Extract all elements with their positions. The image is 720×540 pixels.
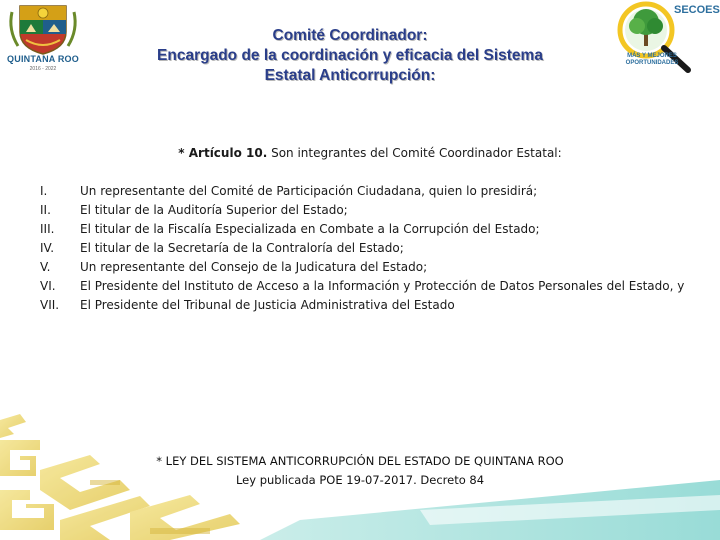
list-item-number: IV.	[40, 241, 55, 255]
list-item	[40, 220, 690, 239]
list-item	[40, 296, 690, 315]
list-item-text: El titular de la Fiscalía Especializada en Combate a la Corrupción del Estado;	[80, 222, 540, 236]
list-item	[40, 277, 690, 296]
law-title: * LEY DEL SISTEMA ANTICORRUPCIÓN DEL ESTADO DE QUINTANA ROO	[156, 454, 564, 468]
title-line-1: Comité Coordinador:	[272, 27, 428, 44]
list-item-text: Un representante del Consejo de la Judicatura del Estado;	[80, 260, 428, 274]
secoes-tagline-line-2: OPORTUNIDADES	[625, 60, 679, 66]
logo-period-text: 2016 - 2022	[29, 66, 57, 72]
law-citation	[80, 452, 640, 490]
list-item-number: VII.	[40, 298, 60, 312]
law-publication: Ley publicada POE 19-07-2017. Decreto 84	[235, 473, 485, 487]
quintana-roo-logo	[4, 2, 82, 78]
secoes-tagline-line-1: MÁS Y MEJORES	[627, 53, 677, 59]
secoes-tagline	[612, 53, 692, 67]
article-intro-text: Son integrantes del Comité Coordinador Estatal:	[267, 146, 562, 160]
list-item	[40, 239, 690, 258]
secoes-logo	[606, 0, 718, 78]
title-line-2: Encargado de la coordinación y eficacia del Sistema	[157, 47, 543, 64]
coat-of-arms-icon	[4, 2, 82, 56]
secoes-brand-text: SECOES	[674, 4, 720, 16]
list-item-number: I.	[40, 184, 48, 198]
list-item	[40, 201, 690, 220]
list-item-text: El Presidente del Instituto de Acceso a la Información y Protección de Datos Personales del Estado, y	[80, 279, 685, 293]
article-intro	[150, 146, 590, 160]
members-list	[40, 182, 690, 315]
logo-brand-text: QUINTANA ROO	[7, 54, 79, 64]
list-item-number: VI.	[40, 279, 56, 293]
list-item	[40, 182, 690, 201]
list-item-number: II.	[40, 203, 51, 217]
article-reference: * Artículo 10.	[178, 146, 268, 160]
title-line-3: Estatal Anticorrupción:	[264, 67, 436, 84]
list-item	[40, 258, 690, 277]
list-item-text: El titular de la Secretaría de la Contraloría del Estado;	[80, 241, 404, 255]
list-item-text: El titular de la Auditoría Superior del Estado;	[80, 203, 348, 217]
page-title	[100, 26, 600, 86]
list-item-number: V.	[40, 260, 51, 274]
list-item-text: El Presidente del Tribunal de Justicia Administrativa del Estado	[80, 298, 455, 312]
list-item-number: III.	[40, 222, 55, 236]
list-item-text: Un representante del Comité de Participación Ciudadana, quien lo presidirá;	[80, 184, 538, 198]
